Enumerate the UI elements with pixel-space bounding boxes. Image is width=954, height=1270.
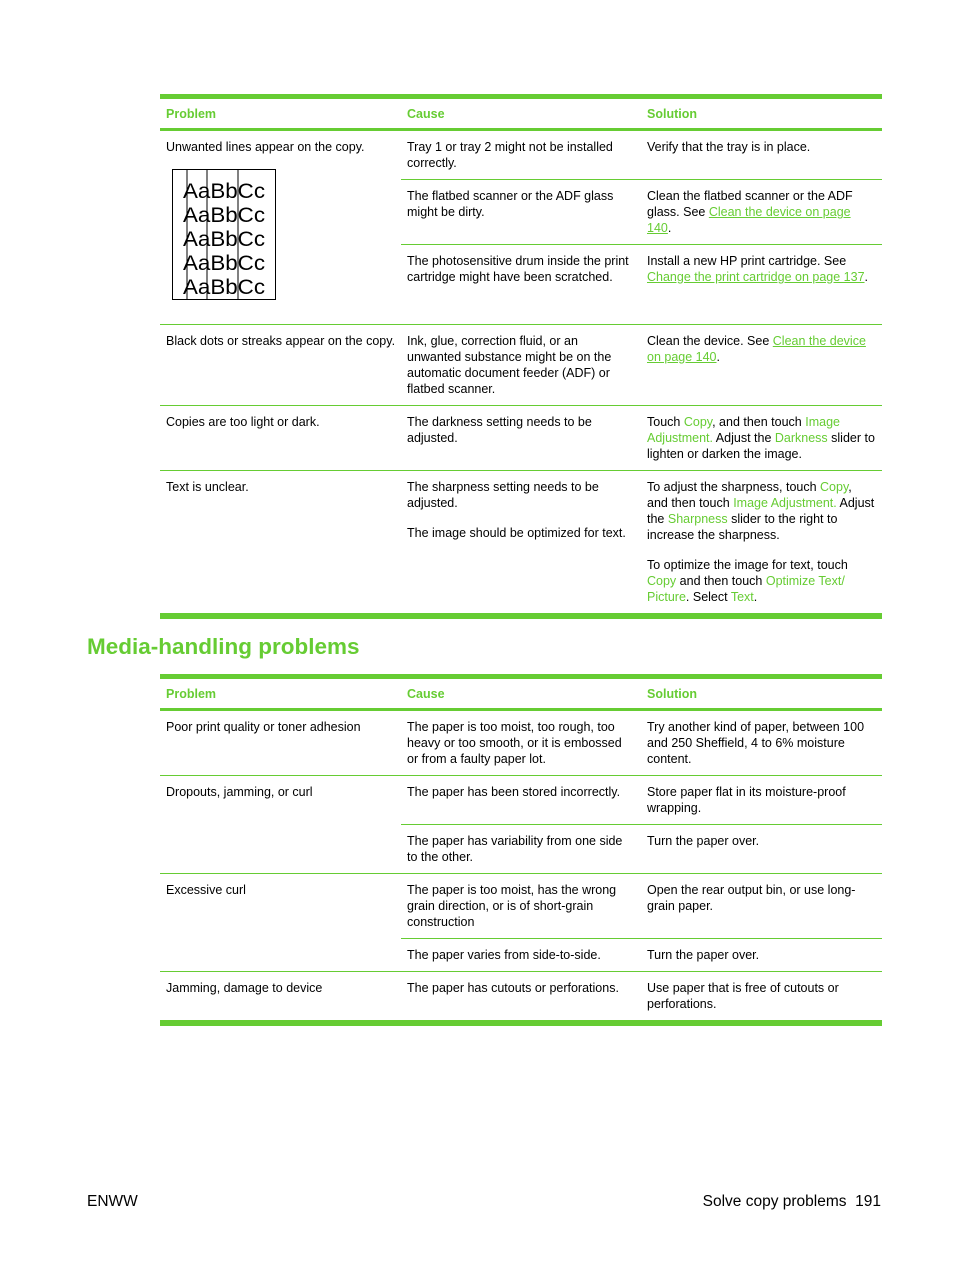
table-subrow <box>401 825 882 873</box>
solution-part: Adjust the <box>647 496 875 526</box>
table-row <box>160 325 882 406</box>
table-bottom-rule <box>160 1021 882 1026</box>
table-row <box>160 131 882 325</box>
sample-line: AaBbCc <box>183 276 265 299</box>
solution-part: . <box>667 221 672 235</box>
solution-part: . Select <box>685 590 731 604</box>
cause-text: The paper has variability from one side to the other. <box>407 834 623 864</box>
problem-text: Copies are too light or dark. <box>166 415 320 429</box>
solution-part: Touch <box>647 415 684 429</box>
solution-text <box>641 406 882 470</box>
table-row <box>160 874 882 972</box>
solution-part: and then touch <box>676 574 766 588</box>
footer-left: ENWW <box>87 1193 138 1210</box>
solution-part: slider to lighten or darken the image. <box>647 431 875 461</box>
table-row <box>160 406 882 471</box>
table-subrow <box>401 131 882 180</box>
copy-keyword: Copy <box>820 480 849 494</box>
solution-text: Store paper flat in its moisture-proof wrapping. <box>647 785 846 815</box>
cause-text: The paper varies from side-to-side. <box>407 948 601 962</box>
unwanted-lines-sample-image <box>172 169 282 303</box>
solution-part: . <box>753 590 758 604</box>
solution-text <box>641 180 882 244</box>
cause-text: The darkness setting needs to be adjusted. <box>407 415 592 445</box>
table-header <box>160 99 882 131</box>
solution-text <box>647 479 876 543</box>
cause-text: The photosensitive drum inside the print cartridge might have been scratched. <box>407 254 629 284</box>
solution-part: , and then touch <box>647 480 852 510</box>
copy-keyword: Copy <box>683 415 713 429</box>
table-subrow <box>401 245 882 324</box>
image-adjustment-keyword: Image Adjustment. <box>733 496 837 510</box>
table-subrow <box>401 939 882 971</box>
table-subrow <box>401 874 882 939</box>
clean-device-link[interactable]: Clean the device on page 140 <box>647 205 851 235</box>
cause-text: The paper has cutouts or perforations. <box>407 981 619 995</box>
header-problem: Problem <box>166 686 217 701</box>
footer-right <box>703 1193 881 1211</box>
solution-part: Clean the device. See <box>647 334 773 348</box>
table-row <box>160 972 882 1021</box>
table-subrow <box>401 180 882 245</box>
problem-text: Black dots or streaks appear on the copy. <box>166 334 396 348</box>
solution-text: Try another kind of paper, between 100 and 250 Sheffield, 4 to 6% moisture content. <box>647 720 865 766</box>
table-bottom-rule <box>160 614 882 619</box>
solution-part: . <box>716 350 720 364</box>
solution-text: Use paper that is free of cutouts or perforations. <box>647 981 839 1011</box>
solution-text <box>641 325 882 405</box>
solution-part: To optimize the image for text, touch <box>647 558 848 572</box>
darkness-keyword: Darkness <box>774 431 828 445</box>
header-solution: Solution <box>647 686 697 701</box>
page-number: 191 <box>855 1193 881 1210</box>
clean-device-link[interactable]: Clean the device on page 140 <box>647 334 866 364</box>
text-keyword: Text <box>730 590 754 604</box>
cause-text: Ink, glue, correction fluid, or an unwanted substance might be on the automatic document feeder (ADF) or flatbed scanner. <box>407 334 612 396</box>
problem-text: Poor print quality or toner adhesion <box>166 720 361 734</box>
copy-keyword: Copy <box>647 574 677 588</box>
solution-text: Open the rear output bin, or use long-grain paper. <box>647 883 856 913</box>
solution-part: Adjust the <box>713 431 775 445</box>
cause-text: The paper is too moist, has the wrong grain direction, or is of short-grain construction <box>407 883 617 929</box>
cause-text: Tray 1 or tray 2 might not be installed correctly. <box>407 140 613 170</box>
solution-part: To adjust the sharpness, touch <box>647 480 821 494</box>
solution-part: slider to the right to increase the sharpness. <box>647 512 838 542</box>
footer-section-title: Solve copy problems <box>702 1193 847 1210</box>
header-problem: Problem <box>166 106 217 121</box>
sharpness-keyword: Sharpness <box>667 512 728 526</box>
header-solution: Solution <box>647 106 697 121</box>
solution-part: Clean the flatbed scanner or the ADF glass. See <box>647 189 853 219</box>
header-cause: Cause <box>407 686 445 701</box>
solution-text: Verify that the tray is in place. <box>647 140 811 154</box>
solution-part: , and then touch <box>712 415 806 429</box>
image-adjustment-keyword: Image Adjustment. <box>647 415 840 445</box>
problem-text: Excessive curl <box>166 883 246 897</box>
change-cartridge-link[interactable]: Change the print cartridge on page 137 <box>647 270 865 284</box>
solution-part: . <box>864 270 869 284</box>
section-heading: Media-handling problems <box>87 634 360 659</box>
solution-part: Install a new HP print cartridge. See <box>647 254 847 268</box>
solution-text: Turn the paper over. <box>647 834 760 848</box>
solution-text <box>647 557 876 605</box>
cause-text: The flatbed scanner or the ADF glass might be dirty. <box>407 189 614 219</box>
cause-text: The paper is too moist, too rough, too heavy or too smooth, or it is embossed or from a faulty paper lot. <box>407 720 622 766</box>
sample-line: AaBbCc <box>183 252 265 275</box>
table-row <box>160 711 882 776</box>
media-handling-table <box>160 674 882 1026</box>
optimize-text-picture-keyword: Optimize Text/ Picture <box>647 574 845 604</box>
solution-text: Turn the paper over. <box>647 948 760 962</box>
cause-text: The sharpness setting needs to be adjusted. <box>407 480 599 510</box>
table-row <box>160 776 882 874</box>
sample-line: AaBbCc <box>183 228 265 251</box>
problem-text: Dropouts, jamming, or curl <box>166 785 313 799</box>
table-row <box>160 471 882 614</box>
problem-text: Jamming, damage to device <box>166 981 323 995</box>
problem-text: Unwanted lines appear on the copy. <box>166 140 365 154</box>
copy-problems-table <box>160 94 882 619</box>
table-subrow <box>401 776 882 825</box>
header-cause: Cause <box>407 106 445 121</box>
problem-text: Text is unclear. <box>166 480 249 494</box>
sample-line: AaBbCc <box>183 204 265 227</box>
sample-line: AaBbCc <box>183 180 265 203</box>
cause-text: The paper has been stored incorrectly. <box>407 785 621 799</box>
table-header <box>160 679 882 711</box>
cause-text: The image should be optimized for text. <box>407 526 626 540</box>
solution-text <box>641 245 882 324</box>
